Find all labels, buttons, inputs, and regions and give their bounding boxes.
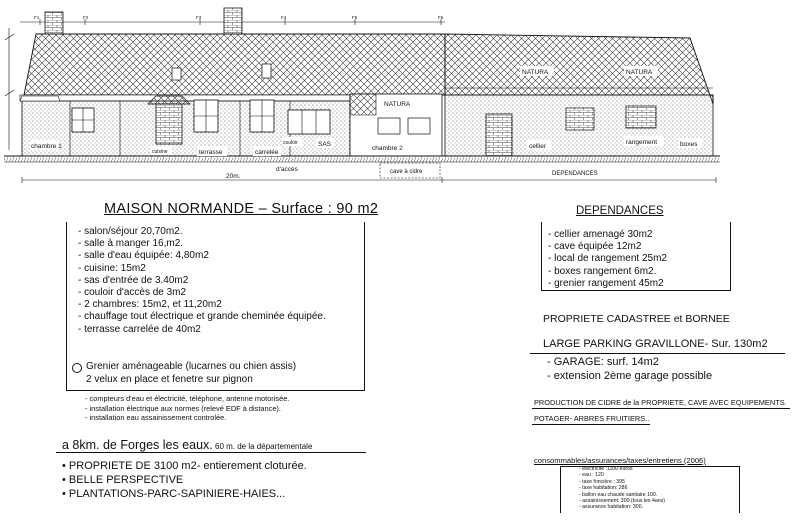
list-item: - salle d'eau équipée: 4,80m2	[78, 250, 326, 262]
propriete-cadastree: PROPRIETE CADASTREE et BORNEE	[543, 313, 730, 325]
list-item: • BELLE PERSPECTIVE	[62, 473, 307, 487]
room-label-carrelee: carrelée	[255, 149, 279, 156]
facade-elevation-drawing	[0, 0, 800, 196]
room-label-couloir: couloir	[283, 140, 298, 146]
list-item: - salle à manger 16,m2.	[78, 238, 326, 250]
list-item: - couloir d'accès de 3m2	[78, 287, 326, 299]
location-underline	[56, 452, 366, 453]
potager-line: POTAGER- ARBRES FRUITIERS..	[534, 414, 650, 423]
room-label-cuisine: cuisine	[152, 149, 168, 155]
list-item: • PROPRIETE DE 3100 m2- entierement cloturée.	[62, 459, 307, 473]
dependances-roof	[445, 34, 713, 104]
list-item: - assainissement: 300 (tous les 4ans)	[579, 498, 665, 504]
list-item: - local de rangement 25m2	[548, 253, 667, 265]
list-item: - 2 chambres: 15m2, et 11,20m2	[78, 299, 326, 311]
room-label-chambre1: chambre 1	[31, 143, 62, 150]
list-item: - cuisine: 15m2	[78, 263, 326, 275]
list-item: - grenier rangement 45m2	[548, 278, 667, 290]
list-item: • PLANTATIONS-PARC-SAPINIERE-HAIES...	[62, 487, 307, 501]
production-underline	[532, 408, 790, 409]
grenier-line-1: Grenier aménageable (lucarnes ou chien assis)	[86, 361, 297, 372]
room-label-rangement: rangement	[626, 139, 658, 146]
velux-window-2	[262, 64, 271, 78]
list-item: - installation électrique aux normes (relevé EDF à distance).	[85, 404, 289, 414]
maison-title: MAISON NORMANDE – Surface : 90 m2	[104, 201, 379, 217]
maison-equipment-list	[85, 394, 289, 423]
list-item: - cave équipée 12m2	[548, 241, 667, 253]
consommables-title: consommables/assurances/taxes/entretiens (2006)	[534, 456, 706, 465]
list-item: - taxe foncière : 395	[579, 479, 665, 485]
list-item: - ballon eau chaude sanitaire 100.	[579, 492, 665, 498]
marker-f2: F2	[83, 15, 89, 20]
list-item: - boxes rangement 6m2.	[548, 266, 667, 278]
marker-f4: F4	[281, 15, 287, 20]
main-roof	[24, 34, 445, 95]
location-big: a 8km. de Forges les eaux.	[62, 438, 213, 452]
parking-line: LARGE PARKING GRAVILLONE- Sur. 130m2	[543, 338, 768, 350]
room-label-terrasse: terrasse	[199, 149, 223, 156]
list-item: - électricité :1100 euros	[579, 466, 665, 472]
list-item: - eau : 120	[579, 472, 665, 478]
room-label-cellier: cellier	[529, 143, 546, 150]
natura-label-1: NATURA	[384, 101, 411, 108]
dependances-dim-label: DEPENDANCES	[552, 171, 598, 177]
list-item: - salon/séjour 20,70m2.	[78, 226, 326, 238]
velux-window-1	[172, 68, 181, 80]
marker-f6: F6	[438, 15, 444, 20]
marker-f1: F1	[34, 15, 40, 20]
room-label-sas: SAS	[318, 141, 332, 148]
list-item: - taxe habitation: 286	[579, 485, 665, 491]
list-item: - cellier amenagé 30m2	[548, 229, 667, 241]
consommables-list	[579, 466, 665, 511]
dimension-20m: 20m.	[226, 173, 241, 180]
list-item: - installation eau assainissement controlée.	[85, 413, 289, 423]
list-item: - GARAGE: surf. 14m2	[547, 355, 712, 369]
chimney-right	[224, 8, 242, 34]
location-small: 60 m. de la départementale	[212, 442, 313, 451]
list-item: - assurance habitation: 300.	[579, 504, 665, 510]
marker-f5: F5	[352, 15, 358, 20]
list-item: - compteurs d'eau et électricité, téléphone, antenne motorisée.	[85, 394, 289, 404]
list-item: - extension 2ème garage possible	[547, 369, 712, 383]
room-label-chambre2: chambre 2	[372, 145, 403, 152]
cave-label: cave à cidre	[390, 169, 423, 175]
list-item: - terrasse carrelée de 40m2	[78, 324, 326, 336]
dependances-title: DEPENDANCES	[576, 205, 664, 217]
parking-underline	[530, 353, 785, 354]
garage-list	[547, 355, 712, 383]
room-label-boxes: boxes	[680, 141, 698, 148]
grenier-line-2: 2 velux en place et fenetre sur pignon	[86, 374, 253, 385]
production-line: PRODUCTION DE CIDRE de la PROPRIETE, CAVE AVEC EQUIPEMENTS.	[534, 398, 787, 407]
marker-f3: F3	[196, 15, 202, 20]
chimney-left	[45, 12, 63, 34]
natura-label-3: NATURA	[626, 69, 653, 76]
maison-room-list	[78, 226, 326, 336]
property-features	[62, 459, 307, 501]
list-item: - chauffage tout électrique et grande cheminée équipée.	[78, 311, 326, 323]
acces-label: d'accès	[276, 166, 298, 173]
natura-label-2: NATURA	[522, 69, 549, 76]
potager-underline	[532, 424, 650, 425]
list-item: - sas d'entrée de 3.40m2	[78, 275, 326, 287]
dependances-list	[548, 229, 667, 290]
grenier-circle-icon	[72, 363, 82, 373]
